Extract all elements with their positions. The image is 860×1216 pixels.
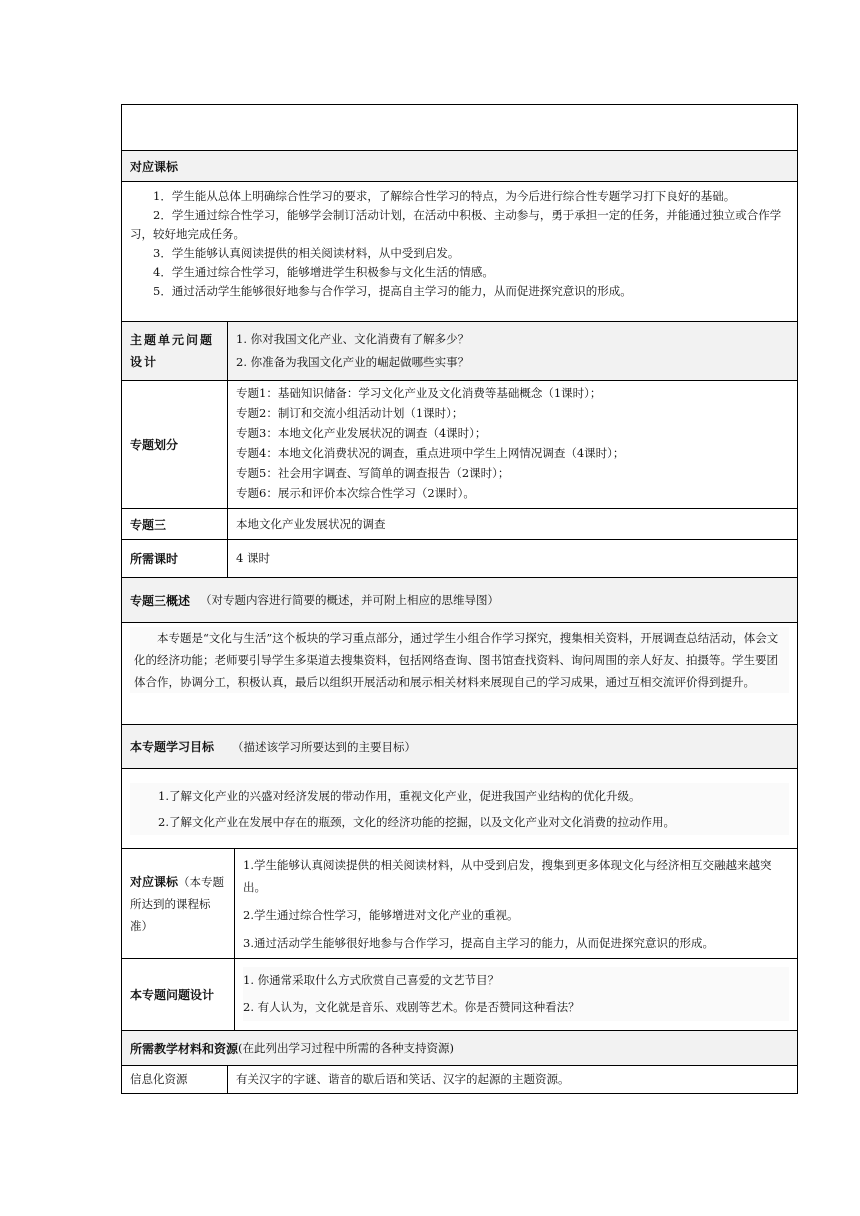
- overview-body: [122, 622, 797, 724]
- topic-item: 专题6：展示和评价本次综合性学习（2课时）。: [236, 486, 475, 500]
- unit-question-row: [122, 321, 797, 380]
- blank-title-row: [122, 105, 797, 150]
- question-item: 1. 你通常采取什么方式欣赏自己喜爱的文艺节目？: [243, 973, 500, 987]
- question-item: 2. 有人认为，文化就是音乐、戏剧等艺术。你是否赞同这种看法？: [243, 1000, 580, 1014]
- topics-label: 专题划分: [122, 381, 228, 508]
- curriculum-title: 对应课标: [130, 159, 179, 174]
- info-resource-label: 信息化资源: [122, 1066, 228, 1093]
- hours-row: [122, 539, 797, 577]
- info-resource-value: 有关汉字的字谜、谐音的歇后语和笑话、汉字的起源的主题资源。: [236, 1072, 570, 1086]
- overview-header: [122, 577, 797, 622]
- overview-label: 专题三概述: [130, 593, 191, 608]
- standards-label-bold: 对应课标: [130, 875, 179, 889]
- hours-value: 4 课时: [236, 551, 270, 565]
- resources-header: [122, 1030, 797, 1065]
- standard-item: 3.通过活动学生能够很好地参与合作学习，提高自主学习的能力，从而促进探究意识的形成。: [243, 936, 714, 950]
- unit-question: 1. 你对我国文化产业、文化消费有了解多少？: [236, 332, 470, 346]
- hours-label: 所需课时: [122, 540, 228, 577]
- standards-label-rest: （本专题所达到的课程标准）: [130, 875, 225, 933]
- goals-body: [122, 768, 797, 848]
- curriculum-item: 5．通过活动学生能够很好地参与合作学习，提高自主学习的能力，从而促进探究意识的形成。: [153, 284, 632, 298]
- topic-item: 专题1：基础知识储备：学习文化产业及文化消费等基础概念（1课时）；: [236, 386, 602, 400]
- curriculum-item: 4．学生通过综合性学习，能够增进学生积极参与文化生活的情感。: [153, 265, 494, 279]
- resources-note: (在此列出学习过程中所需的各种支持资源): [238, 1040, 454, 1055]
- overview-note: （对专题内容进行简要的概述，并可附上相应的思维导图）: [200, 593, 500, 607]
- goal-item: 2.了解文化产业在发展中存在的瓶颈，文化的经济功能的挖掘，以及文化产业对文化消费的拉动作用。: [158, 815, 675, 829]
- goal-item: 1.了解文化产业的兴盛对经济发展的带动作用，重视文化产业，促进我国产业结构的优化升级。: [158, 789, 641, 803]
- topic3-value: 本地文化产业发展状况的调查: [236, 516, 386, 531]
- topic-item: 专题4：本地文化消费状况的调查，重点进项中学生上网情况调查（4课时）；: [236, 446, 625, 460]
- topic-item: 专题3：本地文化产业发展状况的调查（4课时）；: [236, 426, 487, 440]
- curriculum-header: [122, 150, 797, 181]
- curriculum-item: 1．学生能从总体上明确综合性学习的要求，了解综合性学习的特点，为今后进行综合性专题学习打下良好的基础。: [153, 189, 736, 203]
- topic-item: 专题2：制订和交流小组活动计划（1课时）；: [236, 406, 464, 420]
- curriculum-list: [122, 181, 797, 321]
- standard-item: 2.学生通过综合性学习，能够增进对文化产业的重视。: [243, 908, 519, 922]
- goals-label: 本专题学习目标: [130, 740, 215, 754]
- topic3-row: [122, 508, 797, 539]
- curriculum-item: 3．学生能够认真阅读提供的相关阅读材料，从中受到启发。: [153, 246, 460, 260]
- info-resource-row: [122, 1065, 797, 1093]
- unit-question: 2. 你准备为我国文化产业的崛起做哪些实事？: [236, 355, 470, 369]
- standards-row: [122, 848, 797, 958]
- standard-item: 1.学生能够认真阅读提供的相关阅读材料，从中受到启发，搜集到更多体现文化与经济相互交融越来越突出。: [243, 858, 772, 894]
- questions-label: 本专题问题设计: [122, 959, 235, 1030]
- topic-item: 专题5：社会用字调查、写简单的调查报告（2课时）；: [236, 466, 510, 480]
- standards-label: [122, 849, 235, 958]
- lesson-plan-table: [121, 104, 798, 1094]
- goals-note: （描述该学习所要达到的主要目标）: [232, 739, 417, 754]
- questions-row: [122, 958, 797, 1030]
- topics-row: [122, 380, 797, 508]
- goals-header: [122, 724, 797, 768]
- overview-text: 本专题是“文化与生活”这个板块的学习重点部分，通过学生小组合作学习探究，搜集相关资料，开展调查总结活动，体会文化的经济功能；老师要引导学生多渠道去搜集资料，包括网络查询、图书馆查找资料、询问周围的亲人好友、拍摄等。学生要团体合作，协调分工，积极认真，最后以组织开展活动和展示相关材料来展现自己的学习成果，通过互相交流评价得到提升。: [134, 631, 779, 689]
- unit-question-label: 主题单元问题设计: [122, 322, 228, 380]
- curriculum-item: 2．学生通过综合性学习，能够学会制订活动计划，在活动中积极、主动参与，勇于承担一定的任务，并能通过独立或合作学习，较好地完成任务。: [130, 208, 782, 241]
- resources-label: 所需教学材料和资源: [130, 1041, 239, 1056]
- topic3-label: 专题三: [122, 509, 228, 539]
